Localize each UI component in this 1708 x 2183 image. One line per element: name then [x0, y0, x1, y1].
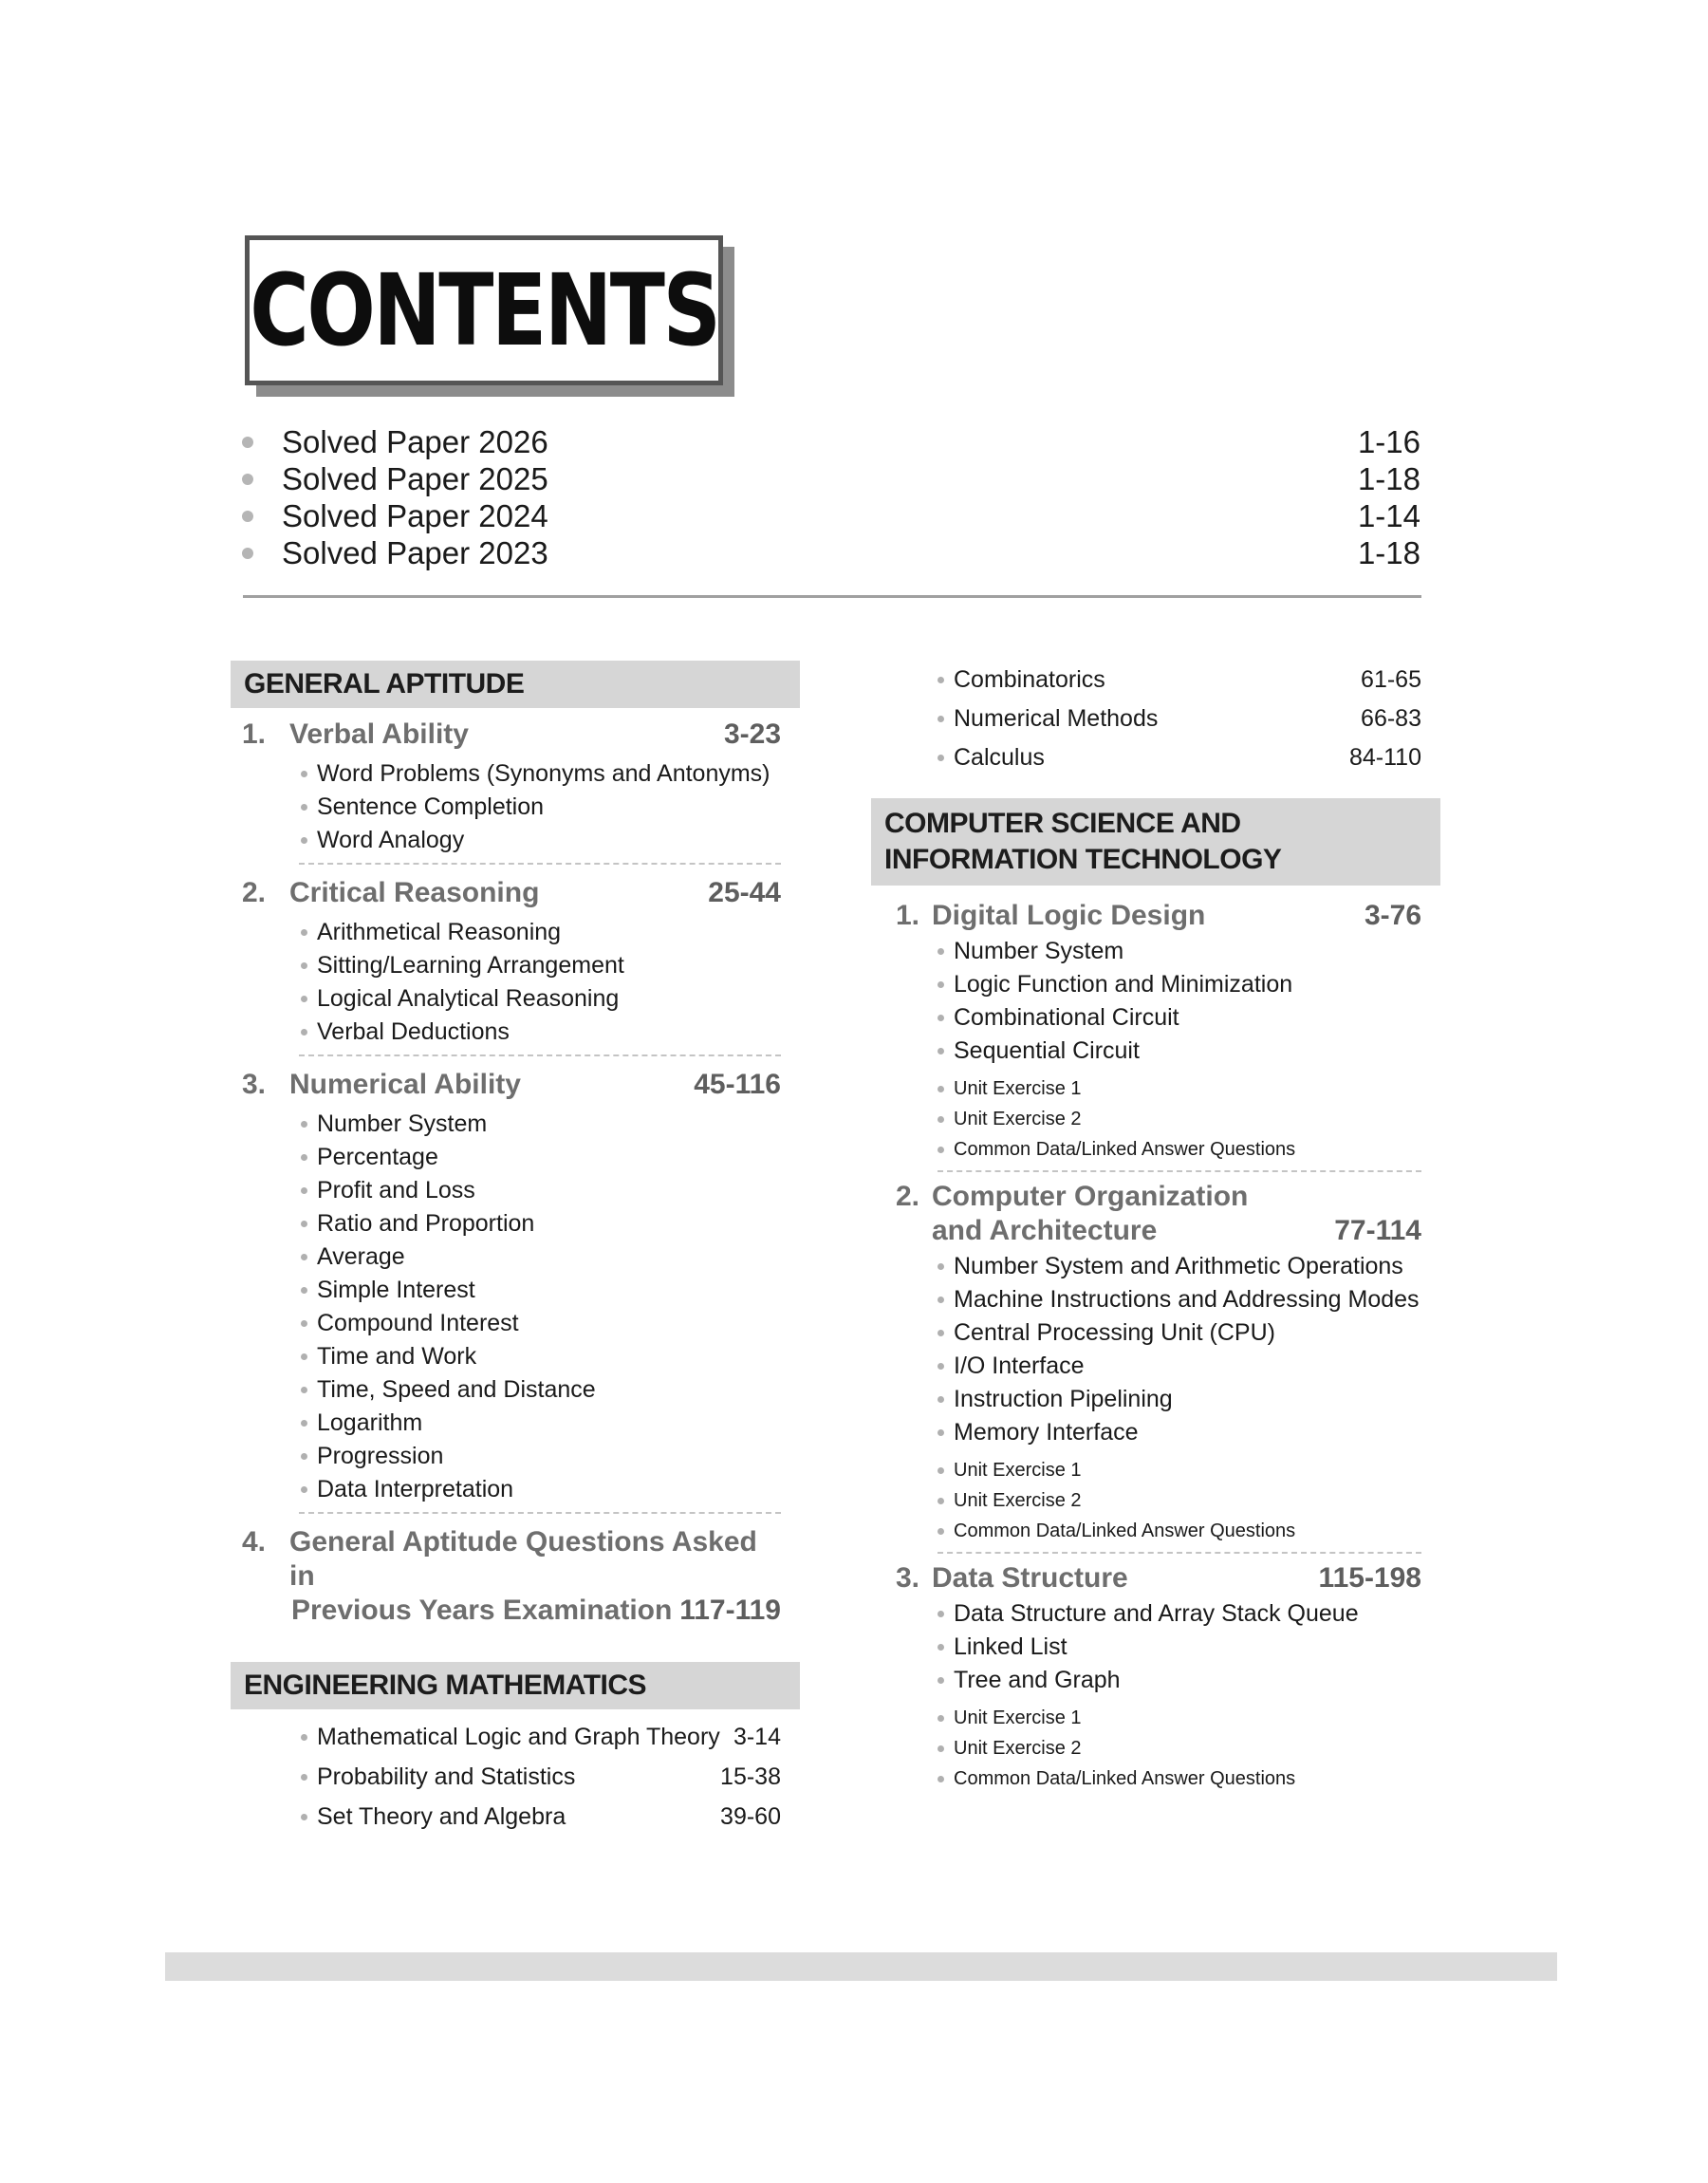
list-item[interactable]: I/O Interface — [938, 1350, 1421, 1383]
bullet-icon — [301, 1320, 307, 1327]
bullet-icon — [301, 1287, 307, 1294]
topic-list — [242, 1108, 781, 1506]
list-item[interactable]: Word Problems (Synonyms and Antonyms) — [301, 757, 781, 791]
bullet-icon — [301, 1486, 307, 1493]
chapter-previous-years[interactable] — [231, 1525, 800, 1628]
footer-bar — [165, 1952, 1557, 1981]
paper-row[interactable] — [242, 460, 1420, 497]
list-item[interactable]: Time, Speed and Distance — [301, 1373, 781, 1407]
list-item[interactable]: Logical Analytical Reasoning — [301, 982, 781, 1016]
paper-row[interactable] — [242, 423, 1420, 460]
bullet-icon — [242, 548, 253, 559]
section-heading-general-aptitude: GENERAL APTITUDE — [231, 661, 800, 708]
chapter-verbal-ability[interactable] — [231, 718, 800, 865]
section-heading-engineering-mathematics: ENGINEERING MATHEMATICS — [231, 1662, 800, 1709]
math-topic-list — [231, 1717, 800, 1837]
list-item[interactable]: Common Data/Linked Answer Questions — [938, 1763, 1421, 1794]
dashed-divider — [938, 1552, 1421, 1554]
list-item[interactable]: Unit Exercise 1 — [938, 1455, 1421, 1485]
topic-pages: 3-14 — [733, 1724, 781, 1750]
dashed-divider — [299, 1512, 781, 1514]
heading-line1: COMPUTER SCIENCE AND — [884, 808, 1241, 839]
topic-pages: 84-110 — [1349, 744, 1421, 771]
list-item[interactable]: Common Data/Linked Answer Questions — [938, 1134, 1421, 1165]
list-item[interactable]: Word Analogy — [301, 824, 781, 857]
topic-list — [896, 935, 1421, 1068]
chapter-title — [896, 1180, 1421, 1214]
chapter-pages: 117-119 — [679, 1595, 781, 1626]
topic-pages: 39-60 — [720, 1803, 781, 1830]
list-item[interactable]: Simple Interest — [301, 1274, 781, 1307]
bullet-icon — [301, 1453, 307, 1460]
paper-pages: 1-18 — [1357, 534, 1420, 570]
list-item[interactable]: Central Processing Unit (CPU) — [938, 1316, 1421, 1350]
chapter-name: Digital Logic Design — [932, 900, 1206, 931]
list-item[interactable]: Sitting/Learning Arrangement — [301, 949, 781, 982]
bullet-icon — [938, 981, 944, 988]
paper-pages: 1-18 — [1357, 460, 1420, 496]
bullet-icon — [301, 1187, 307, 1194]
bullet-icon — [938, 755, 944, 761]
list-item[interactable]: Average — [301, 1241, 781, 1274]
list-item[interactable]: Sequential Circuit — [938, 1035, 1421, 1068]
bullet-icon — [938, 1644, 944, 1651]
bullet-icon — [301, 1734, 307, 1741]
chapter-title — [896, 899, 1421, 933]
chapter-title — [896, 1561, 1421, 1595]
bullet-icon — [938, 1086, 944, 1092]
bullet-icon — [938, 1015, 944, 1021]
list-item[interactable]: Number System — [938, 935, 1421, 968]
bullet-icon — [301, 929, 307, 936]
bullet-icon — [301, 1121, 307, 1128]
bullet-icon — [938, 1745, 944, 1752]
chapter-name: Verbal Ability — [289, 718, 469, 750]
left-column — [231, 661, 800, 1837]
list-item[interactable]: Numerical Methods 66-83 — [938, 700, 1421, 738]
chapter-pages: 25-44 — [708, 877, 781, 908]
bullet-icon — [938, 1048, 944, 1054]
bullet-icon — [301, 962, 307, 969]
bullet-icon — [938, 1611, 944, 1617]
list-item[interactable]: Percentage — [301, 1141, 781, 1174]
bullet-icon — [938, 1528, 944, 1535]
topic-list — [242, 916, 781, 1049]
list-item[interactable]: Combinatorics 61-65 — [938, 661, 1421, 700]
exercise-list — [896, 1073, 1421, 1165]
list-item[interactable]: Arithmetical Reasoning — [301, 916, 781, 949]
list-item[interactable]: Time and Work — [301, 1340, 781, 1373]
list-item[interactable]: Data Interpretation — [301, 1473, 781, 1506]
chapter-title — [242, 1068, 781, 1102]
paper-row[interactable] — [242, 534, 1420, 571]
chapter-number: 1. — [242, 718, 267, 750]
bullet-icon — [301, 1254, 307, 1260]
bullet-icon — [938, 677, 944, 683]
bullet-icon — [301, 1387, 307, 1393]
dashed-divider — [938, 1170, 1421, 1172]
bullet-icon — [301, 1029, 307, 1036]
list-item[interactable]: Calculus 84-110 — [938, 738, 1421, 777]
list-item[interactable]: Common Data/Linked Answer Questions — [938, 1516, 1421, 1546]
bullet-icon — [301, 837, 307, 844]
chapter-pages: 3-23 — [723, 718, 781, 750]
chapter-name: Numerical Ability — [289, 1069, 521, 1100]
heading-line2: INFORMATION TECHNOLOGY — [884, 844, 1282, 875]
exercise-list — [896, 1455, 1421, 1546]
dashed-divider — [299, 863, 781, 865]
dashed-divider — [299, 1054, 781, 1056]
bullet-icon — [242, 474, 253, 485]
list-item[interactable]: Unit Exercise 2 — [938, 1485, 1421, 1516]
list-item[interactable]: Unit Exercise 2 — [938, 1104, 1421, 1134]
chapter-title — [242, 1525, 781, 1594]
solved-papers-list — [242, 423, 1420, 571]
page-title: CONTENTS — [249, 252, 719, 368]
bullet-icon — [301, 1814, 307, 1820]
bullet-icon — [938, 1677, 944, 1684]
list-item[interactable]: Probability and Statistics 15-38 — [301, 1757, 781, 1797]
exercise-list — [896, 1703, 1421, 1794]
chapter-number: 3. — [242, 1069, 267, 1100]
chapter-title — [242, 718, 781, 752]
list-item[interactable]: Linked List — [938, 1631, 1421, 1664]
bullet-icon — [301, 1154, 307, 1161]
bullet-icon — [938, 1330, 944, 1336]
bullet-icon — [938, 1429, 944, 1436]
list-item[interactable]: Tree and Graph — [938, 1664, 1421, 1697]
paper-label: Solved Paper 2024 — [282, 497, 548, 533]
list-item[interactable]: Data Structure and Array Stack Queue — [938, 1597, 1421, 1631]
paper-label: Solved Paper 2025 — [282, 460, 548, 496]
bullet-icon — [938, 1116, 944, 1123]
list-item[interactable]: Instruction Pipelining — [938, 1383, 1421, 1416]
chapter-critical-reasoning[interactable] — [231, 876, 800, 1056]
topic-pages: 15-38 — [720, 1763, 781, 1790]
list-item[interactable]: Sentence Completion — [301, 791, 781, 824]
topic-pages: 61-65 — [1361, 666, 1421, 693]
topic-list — [242, 757, 781, 857]
bullet-icon — [242, 511, 253, 522]
bullet-icon — [301, 804, 307, 811]
bullet-icon — [938, 1263, 944, 1270]
chapter-pages: 45-116 — [694, 1069, 781, 1100]
chapter-digital-logic-design[interactable] — [871, 899, 1440, 1172]
bullet-icon — [938, 948, 944, 955]
list-item[interactable]: Mathematical Logic and Graph Theory 3-14 — [301, 1717, 781, 1757]
list-item[interactable]: Set Theory and Algebra 39-60 — [301, 1797, 781, 1837]
paper-label: Solved Paper 2023 — [282, 534, 548, 570]
chapter-title — [242, 876, 781, 910]
title-frame — [245, 235, 723, 385]
chapter-number: 4. — [242, 1526, 267, 1558]
bullet-icon — [938, 1396, 944, 1403]
bullet-icon — [938, 1715, 944, 1722]
chapter-computer-organization[interactable] — [871, 1180, 1440, 1554]
chapter-pages: 77-114 — [1334, 1215, 1421, 1246]
paper-label: Solved Paper 2026 — [282, 423, 548, 459]
contents-title-box — [245, 235, 723, 385]
bullet-icon — [242, 437, 253, 448]
bullet-icon — [938, 1776, 944, 1782]
list-item[interactable]: Memory Interface — [938, 1416, 1421, 1449]
chapter-pages: 115-198 — [1318, 1562, 1421, 1594]
paper-pages: 1-14 — [1357, 497, 1420, 533]
chapter-title-line2 — [896, 1214, 1421, 1248]
chapter-name: Data Structure — [932, 1562, 1128, 1594]
list-item[interactable]: Logic Function and Minimization — [938, 968, 1421, 1001]
list-item[interactable]: Combinational Circuit — [938, 1001, 1421, 1035]
paper-row[interactable] — [242, 497, 1420, 534]
bullet-icon — [301, 996, 307, 1002]
topic-list — [896, 1250, 1421, 1449]
bullet-icon — [301, 1774, 307, 1781]
bullet-icon — [938, 1467, 944, 1474]
list-item[interactable]: Progression — [301, 1440, 781, 1473]
chapter-name-line1: Computer Organization — [932, 1181, 1249, 1212]
list-item[interactable]: Number System — [301, 1108, 781, 1141]
list-item[interactable]: Ratio and Proportion — [301, 1207, 781, 1241]
chapter-numerical-ability[interactable] — [231, 1068, 800, 1514]
bullet-icon — [938, 1363, 944, 1370]
list-item[interactable]: Compound Interest — [301, 1307, 781, 1340]
chapter-name-line1: General Aptitude Questions Asked in — [289, 1526, 757, 1592]
bullet-icon — [301, 771, 307, 777]
chapter-data-structure[interactable] — [871, 1561, 1440, 1794]
topic-pages: 66-83 — [1361, 705, 1421, 732]
chapter-number: 3. — [896, 1562, 920, 1594]
section-heading-cs-it — [871, 798, 1440, 886]
chapter-pages: 3-76 — [1364, 900, 1421, 931]
list-item[interactable]: Unit Exercise 1 — [938, 1703, 1421, 1733]
bullet-icon — [938, 716, 944, 722]
chapter-number: 1. — [896, 900, 920, 931]
chapter-number: 2. — [896, 1181, 920, 1212]
list-item[interactable]: Unit Exercise 2 — [938, 1733, 1421, 1763]
right-column — [871, 661, 1440, 1794]
bullet-icon — [938, 1498, 944, 1504]
bullet-icon — [301, 1353, 307, 1360]
bullet-icon — [301, 1420, 307, 1427]
list-item[interactable]: Number System and Arithmetic Operations — [938, 1250, 1421, 1283]
bullet-icon — [938, 1297, 944, 1303]
paper-pages: 1-16 — [1357, 423, 1420, 459]
topic-list — [896, 1597, 1421, 1697]
list-item[interactable]: Logarithm — [301, 1407, 781, 1440]
list-item[interactable]: Unit Exercise 1 — [938, 1073, 1421, 1104]
divider — [243, 595, 1421, 598]
bullet-icon — [938, 1147, 944, 1153]
list-item[interactable]: Machine Instructions and Addressing Modes — [938, 1283, 1421, 1316]
math-topic-list-continued — [871, 661, 1440, 777]
chapter-name: Critical Reasoning — [289, 877, 540, 908]
chapter-number: 2. — [242, 877, 267, 908]
bullet-icon — [301, 1221, 307, 1227]
list-item[interactable]: Profit and Loss — [301, 1174, 781, 1207]
chapter-title-line2 — [242, 1594, 781, 1628]
list-item[interactable]: Verbal Deductions — [301, 1016, 781, 1049]
chapter-name-line2: Previous Years Examination — [291, 1595, 673, 1626]
chapter-name-line2: and Architecture — [932, 1215, 1158, 1246]
